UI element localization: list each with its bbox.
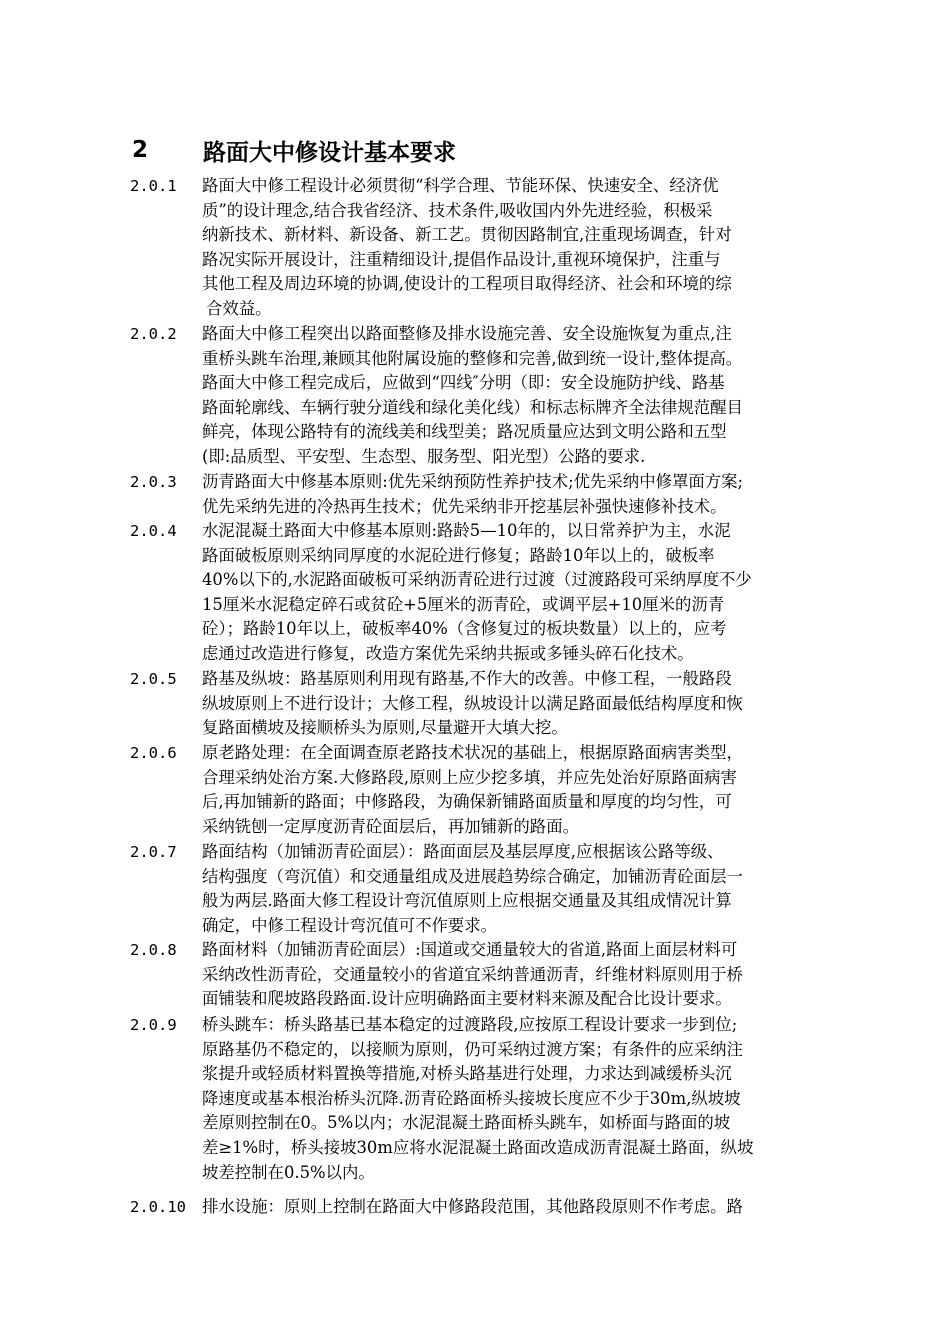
clause-number: 2.0.3	[130, 473, 177, 491]
clause-text	[202, 1195, 842, 1220]
clause-line: 砼）；路龄10年以上，破板率40%（含修复过的板块数量）以上的，应考	[202, 619, 727, 639]
clause-line: 沥青路面大中修基本原则:优先采纳预防性养护技术;优先采纳中修罩面方案;	[202, 472, 744, 491]
clause-number: 2.0.8	[130, 941, 177, 959]
clause-line: 路面结构（加铺沥青砼面层）：路面面层及基层厚度,应根据该公路等级、	[202, 842, 724, 861]
clause-line: 鲜亮，体现公路特有的流线美和线型美；路况质量应达到文明公路和五型	[202, 422, 727, 442]
clause-number: 2.0.6	[130, 744, 177, 762]
clause-line: 虑通过改造进行修复，改造方案优先采纳共振或多锤头碎石化技术。	[202, 643, 694, 663]
clause-line: 路基及纵坡：路基原则利用现有路基,不作大的改善。中修工程，一般路段	[202, 669, 732, 688]
chapter-heading	[132, 133, 456, 167]
clause-text	[202, 519, 842, 667]
clause-line: (即:品质型、平安型、生态型、服务型、阳光型）公路的要求.	[202, 446, 646, 466]
clause-number: 2.0.5	[130, 670, 177, 688]
clause-text	[202, 1013, 842, 1185]
clause-number: 2.0.2	[130, 325, 177, 343]
clause-number: 2.0.9	[130, 1016, 177, 1034]
clause-number: 2.0.10	[130, 1198, 186, 1216]
clause-line: 路况实际开展设计，注重精细设计,提倡作品设计,重视环境保护，注重与	[202, 249, 721, 269]
clause-line: 面铺装和爬坡路段路面.设计应明确路面主要材料来源及配合比设计要求。	[202, 989, 732, 1009]
clause-line: 纵坡原则上不进行设计；大修工程，纵坡设计以满足路面最低结构厚度和恢	[202, 693, 743, 713]
clause-line: 路面轮廓线、车辆行驶分道线和绿化美化线）和标志标牌齐全法律规范醒目	[202, 397, 743, 417]
clause-line: 结构强度（弯沉值）和交通量组成及进展趋势综合确定，加铺沥青砼面层一	[202, 866, 743, 886]
clause-line: 确定，中修工程设计弯沉值可不作要求。	[202, 915, 498, 935]
clause-line: 其他工程及周边环境的协调,使设计的工程项目取得经济、社会和环境的综	[202, 274, 732, 294]
clause-line: 降速度或基本根治桥头沉降.沥青砼路面桥头接坡长度应不少于30m,纵坡坡	[202, 1088, 741, 1108]
clause-line: 排水设施：原则上控制在路面大中修路段范围，其他路段原则不作考虑。路	[202, 1197, 743, 1216]
clause-line: 纳新技术、新材料、新设备、新工艺。贯彻因路制宜,注重现场调查，针对	[202, 225, 732, 245]
clause-text	[202, 938, 842, 1012]
clause-line: 般为两层.路面大修工程设计弯沉值原则上应根据交通量及其组成情况计算	[202, 891, 732, 911]
clause-line: 桥头跳车：桥头路基已基本稳定的过渡路段,应按原工程设计要求一步到位;	[202, 1015, 738, 1034]
clause-number: 2.0.1	[130, 177, 177, 195]
clause-line: 重桥头跳车治理,兼顾其他附属设施的整修和完善,做到统一设计,整体提高。	[202, 348, 743, 368]
clause-text	[202, 840, 842, 938]
clause-line: 路面大中修工程设计必须贯彻“科学合理、节能环保、快速安全、经济优	[202, 176, 719, 195]
clause-line: 坡差控制在0.5%以内。	[202, 1162, 375, 1182]
clause-line: 合效益。	[206, 298, 272, 318]
clause-line: 复路面横坡及接顺桥头为原则,尽量避开大填大挖。	[202, 718, 568, 738]
clause-text	[202, 470, 842, 519]
clause-line: 原路基仍不稳定的，以接顺为原则，仍可采纳过渡方案；有条件的应采纳注	[202, 1039, 743, 1059]
clause-line: 优先采纳先进的冷热再生技术；优先采纳非开挖基层补强快速修补技术。	[202, 496, 727, 516]
chapter-number: 2	[132, 137, 149, 163]
clause-line: 路面材料（加铺沥青砼面层）:国道或交通量较大的省道,路面上面层材料可	[202, 940, 738, 959]
clause-line: 采纳改性沥青砼，交通量较小的省道宜采纳普通沥青，纤维材料原则用于桥	[202, 964, 743, 984]
clause-line: 40%以下的,水泥路面破板可采纳沥青砼进行过渡（过渡路段可采纳厚度不少	[202, 570, 752, 590]
chapter-title: 路面大中修设计基本要求	[203, 139, 456, 166]
clause-number: 2.0.4	[130, 522, 177, 540]
clause-line: 原老路处理：在全面调查原老路技术状况的基础上，根据原路面病害类型，	[202, 743, 743, 762]
clause-line: 路面大中修工程突出以路面整修及排水设施完善、安全设施恢复为重点,注	[202, 324, 732, 343]
clause-text	[202, 322, 842, 470]
clause-line: 差原则控制在0。5%以内；水泥混凝土路面桥头跳车，如桥面与路面的坡	[202, 1113, 731, 1133]
clause-line: 15厘米水泥稳定碎石或贫砼+5厘米的沥青砼，或调平层+10厘米的沥青	[202, 594, 725, 614]
clause-line: 浆提升或轻质材料置换等措施,对桥头路基进行处理，力求达到减缓桥头沉	[202, 1064, 732, 1084]
clause-text	[202, 667, 842, 741]
clause-text	[202, 741, 842, 839]
clause-line: 采纳铣刨一定厚度沥青砼面层后，再加铺新的路面。	[202, 816, 579, 836]
clause-line: 水泥混凝土路面大中修基本原则:路龄5—10年的，以日常养护为主，水泥	[202, 521, 731, 540]
clause-line: 质”的设计理念,结合我省经济、技术条件,吸收国内外先进经验，积极采	[202, 200, 713, 220]
clause-line: 路面大中修工程完成后，应做到“四线″分明（即：安全设施防护线、路基	[202, 373, 725, 393]
clause-number: 2.0.7	[130, 843, 177, 861]
clause-line: 后,再加铺新的路面；中修路段，为确保新铺路面质量和厚度的均匀性，可	[202, 792, 732, 812]
clause-line: 合理采纳处治方案.大修路段,原则上应少挖多填，并应先处治好原路面病害	[202, 767, 737, 787]
clause-text	[202, 174, 842, 322]
clause-line: 差≥1%时，桥头接坡30m应将水泥混凝土路面改造成沥青混凝土路面，纵坡	[202, 1137, 754, 1157]
clause-line: 路面破板原则采纳同厚度的水泥砼进行修复；路龄10年以上的，破板率	[202, 545, 715, 565]
